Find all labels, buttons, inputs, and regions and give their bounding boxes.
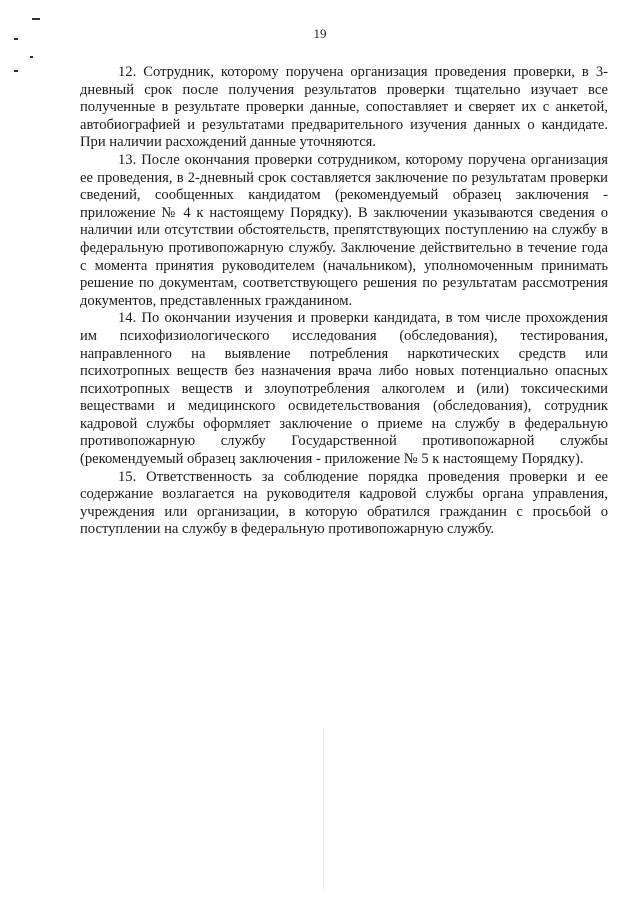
paragraph-14: 14. По окончании изучения и проверки кандидата, в том числе прохождения им психофизиологического исследования (обследования), тестирования, направленного на выявление потребления наркотических средств или психотропных веществ без назначения врача либо новых потенциально опасных психотропных веществ и злоупотребления алкоголем и (или) токсическими веществами и медицинского освидетельствования (обследования), сотрудник кадровой службы оформляет заключение о приеме на службу в федеральную противопожарную службу Государственной противопожарной службы (рекомендуемый образец заключения - приложение № 5 к настоящему Порядку). <box>80 310 608 468</box>
paragraph-13: 13. После окончания проверки сотрудником, которому поручена организация ее проведения, в 2-дневный срок составляется заключение по результатам проверки сведений, сообщенных кандидатом (рекомендуемый образец заключения - приложение № 4 к настоящему Порядку). В заключении указываются сведения о наличии или отсутствии обстоятельств, препятствующих поступлению на службу в федеральную противопожарную службу. Заключение действительно в течение года с момента принятия руководителем (начальником), уполномоченным принимать решение по документам, соответствующего решения по результатам рассмотрения документов, представленных гражданином. <box>80 151 608 309</box>
paragraph-12: 12. Сотрудник, которому поручена организация проведения проверки, в 3-дневный срок после получения результатов проверки тщательно изучает все полученные в результате проверки данные, сопоставляет и сверяет их с анкетой, автобиографией и результатами предварительного изучения данных о кандидате. При наличии расхождений данные уточняются. <box>80 64 608 151</box>
scan-mark <box>14 70 18 72</box>
paragraph-15: 15. Ответственность за соблюдение порядка проведения проверки и ее содержание возлагается на руководителя кадровой службы органа управления, учреждения или организации, в которую обратился гражданин с просьбой о поступлении на службу в федеральную противопожарную службу. <box>80 468 608 538</box>
page-number: 19 <box>313 26 327 41</box>
document-body <box>80 64 608 539</box>
scan-mark <box>30 56 33 58</box>
fold-line <box>323 730 324 890</box>
scan-mark <box>32 18 40 20</box>
